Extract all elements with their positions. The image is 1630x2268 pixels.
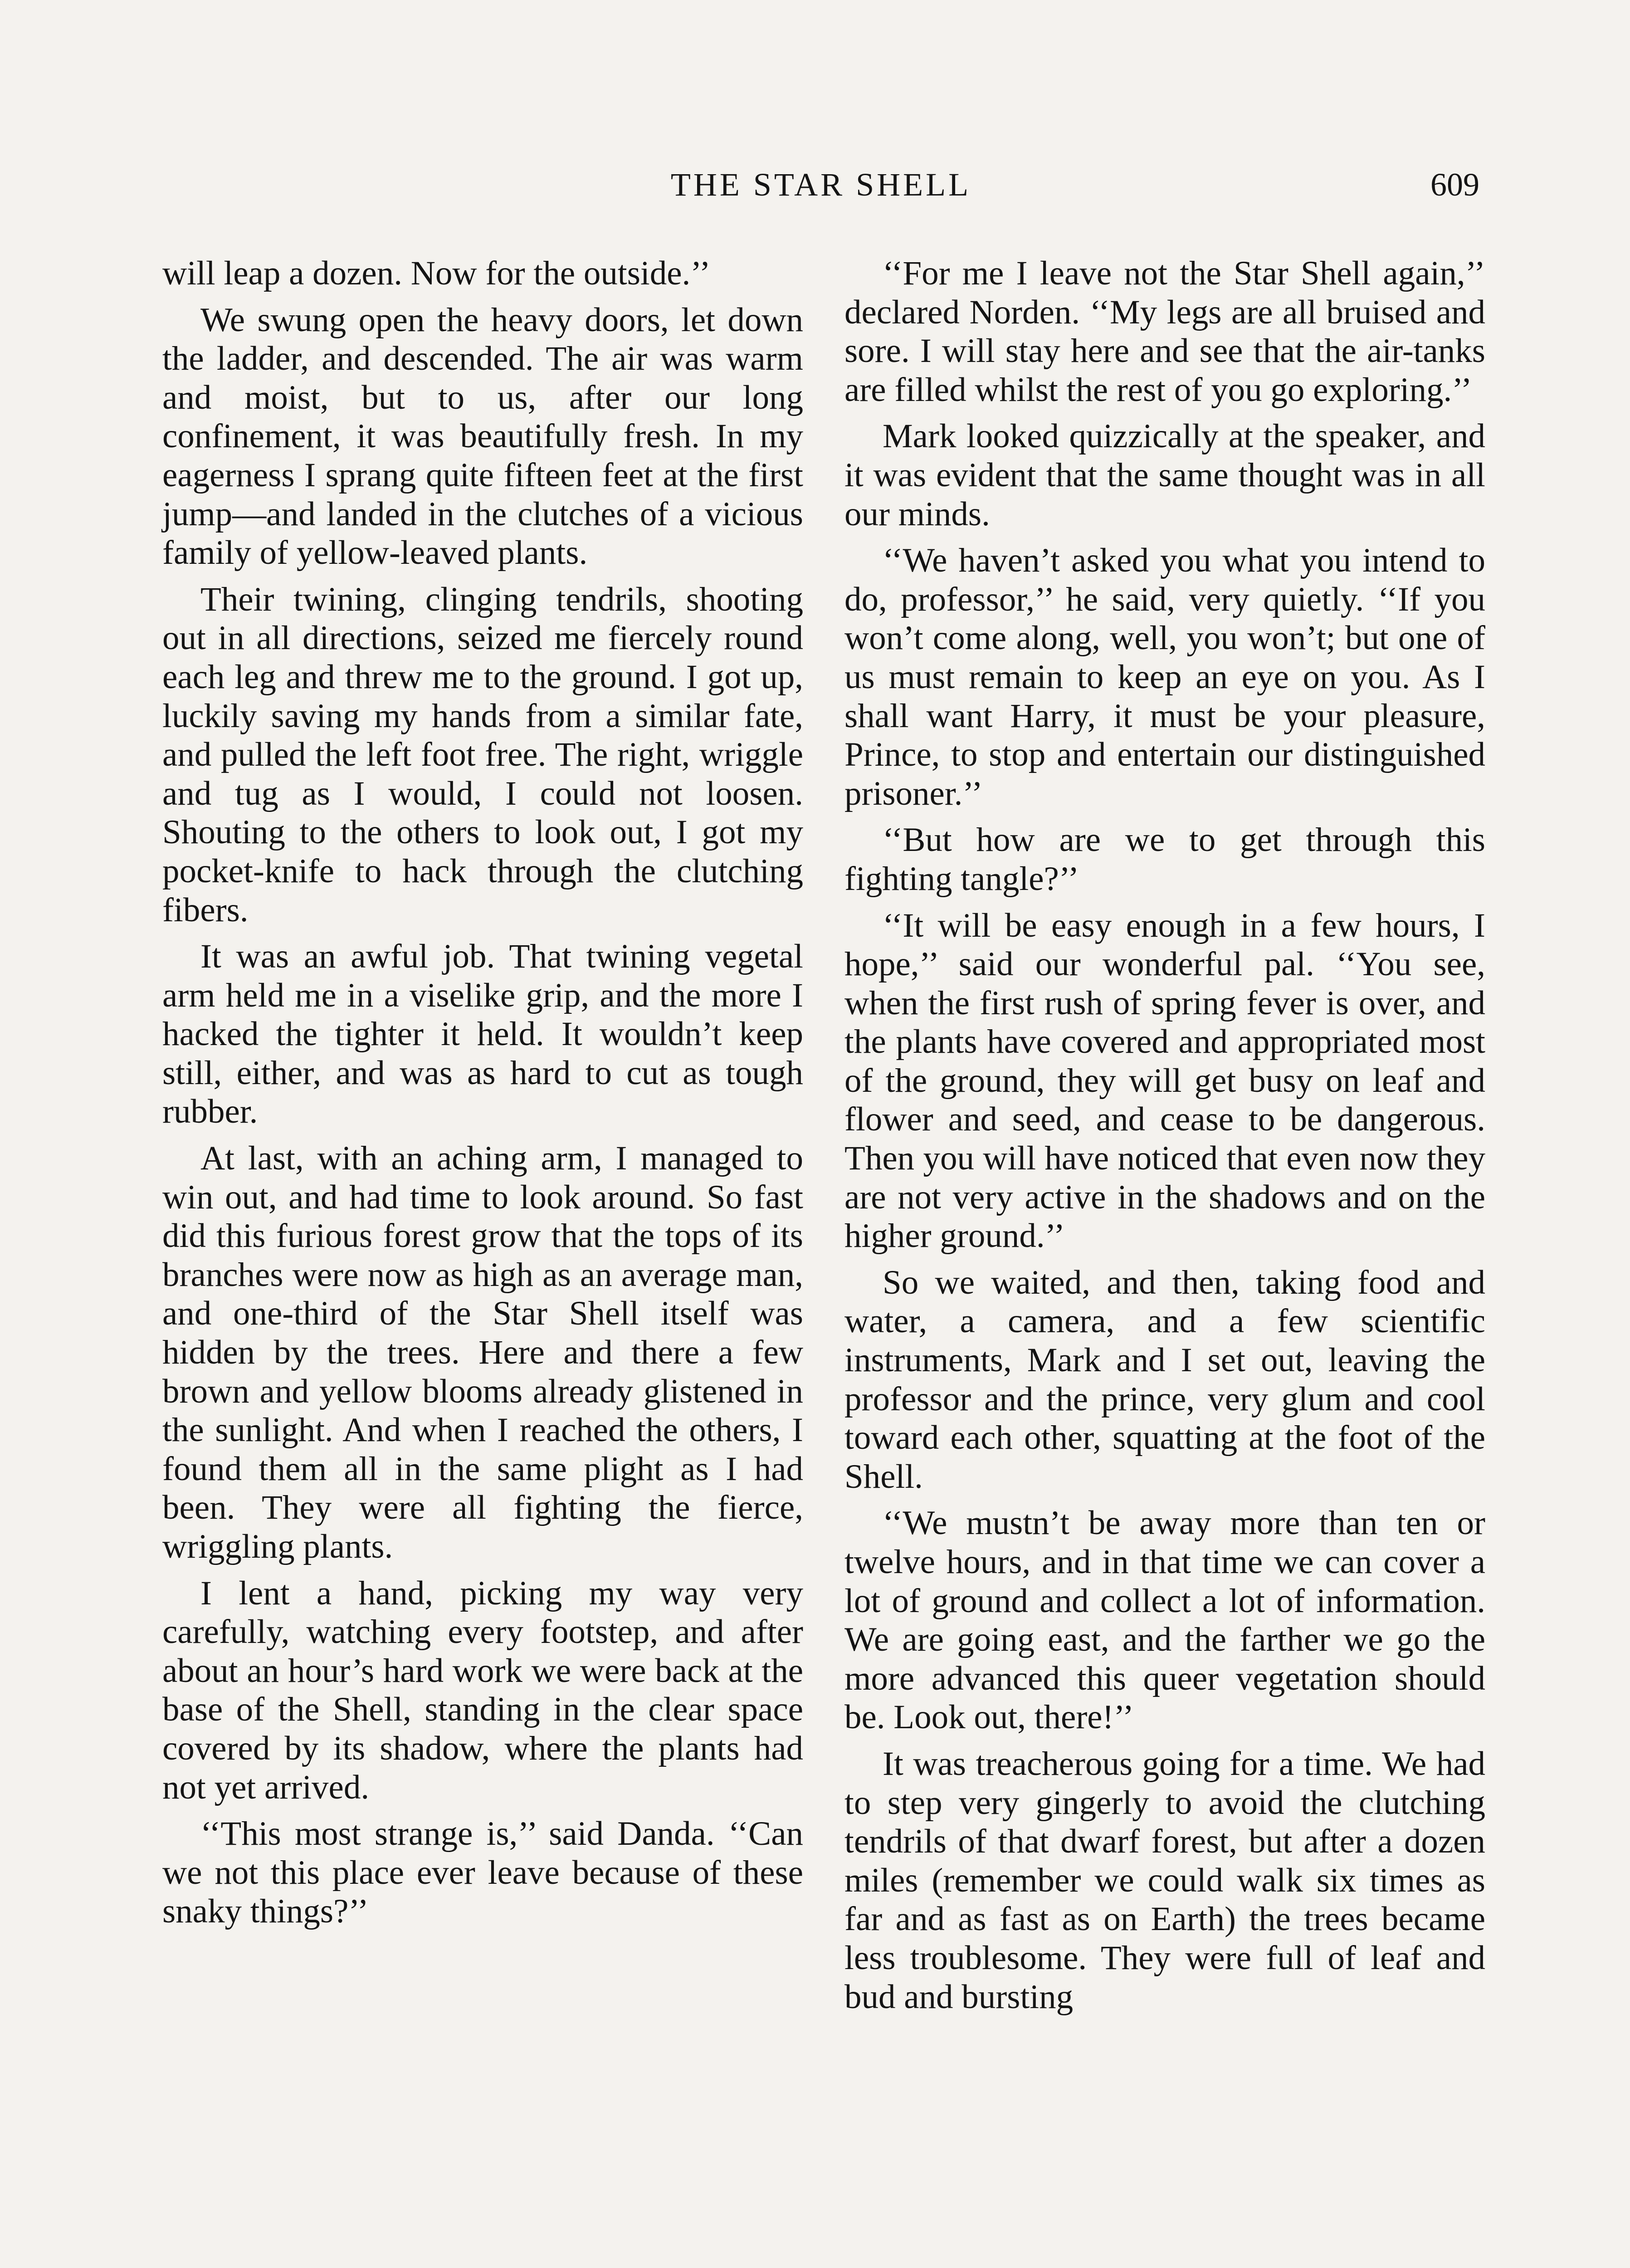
paragraph: Their twining, clinging tendrils, shooting out in all directions, seized me fiercely round each leg and threw me to the ground. I got up, luckily saving my hands from a similar fate, and pulled the left foot free. The right, wriggle and tug as I would, I could not loosen. Shouting to the others to look out, I got my pocket-knife to hack through the clutching fibers. xyxy=(162,580,803,929)
paragraph: It was an awful job. That twining vegetal arm held me in a viselike grip, and the more I hacked the tighter it held. It wouldn’t keep still, either, and was as hard to cut as tough rubber. xyxy=(162,938,803,1131)
running-header xyxy=(162,160,1479,210)
paragraph: ‘‘It will be easy enough in a few hours, I hope,’’ said our wonderful pal. ‘‘You see, when the first rush of spring fever is over, and the plants have covered and appropriated most of the ground, they will get busy on leaf and flower and seed, and cease to be dangerous. Then you will have noticed that even now they are not very active in the shadows and on the higher ground.’’ xyxy=(844,906,1485,1255)
paragraph: At last, with an aching arm, I managed to win out, and had time to look around. So fast did this furious forest grow that the tops of its branches were now as high as an average man, and one-third of the Star Shell itself was hidden by the trees. Here and there a few brown and yellow blooms already glistened in the sunlight. And when I reached the others, I found them all in the same plight as I had been. They were all fighting the fierce, wriggling plants. xyxy=(162,1139,803,1565)
paragraph: ‘‘For me I leave not the Star Shell again,’’ declared Norden. ‘‘My legs are all bruised and sore. I will stay here and see that the air-tanks are filled whilst the rest of you go exploring.’’ xyxy=(844,254,1485,409)
paragraph: ‘‘We mustn’t be away more than ten or twelve hours, and in that time we can cover a lot of ground and collect a lot of information. We are going east, and the farther we go the more advanced this queer vegetation should be. Look out, there!’’ xyxy=(844,1504,1485,1736)
paragraph: I lent a hand, picking my way very carefully, watching every footstep, and after about an hour’s hard work we were back at the base of the Shell, standing in the clear space covered by its shadow, where the plants had not yet arrived. xyxy=(162,1574,803,1806)
paragraph: It was treacherous going for a time. We had to step very gingerly to avoid the clutching tendrils of that dwarf forest, but after a dozen miles (remember we could walk six times as far and as fast as on Earth) the trees became less troublesome. They were full of leaf and bud and bursting xyxy=(844,1745,1485,2016)
page-number: 609 xyxy=(1430,166,1479,203)
paragraph: ‘‘We haven’t asked you what you intend to do, professor,’’ he said, very quietly. ‘‘If you won’t come along, well, you won’t; but one of us must remain to keep an eye on you. As I shall want Harry, it must be your pleasure, Prince, to stop and entertain our distinguished prisoner.’’ xyxy=(844,542,1485,812)
paragraph: Mark looked quizzically at the speaker, and it was evident that the same thought was in all our minds. xyxy=(844,417,1485,533)
left-column xyxy=(162,254,803,1931)
right-column xyxy=(844,254,1485,2016)
running-title: THE STAR SHELL xyxy=(670,166,971,203)
paragraph: So we waited, and then, taking food and water, a camera, and a few scientific instruments, Mark and I set out, leaving the professor and the prince, very glum and cool toward each other, squatting at the foot of the Shell. xyxy=(844,1263,1485,1496)
paragraph: We swung open the heavy doors, let down the ladder, and descended. The air was warm and moist, but to us, after our long confinement, it was beautifully fresh. In my eagerness I sprang quite fifteen feet at the first jump—and landed in the clutches of a vicious family of yellow-leaved plants. xyxy=(162,301,803,572)
paragraph: will leap a dozen. Now for the outside.’’ xyxy=(162,254,711,292)
paragraph: ‘‘But how are we to get through this fighting tangle?’’ xyxy=(844,821,1485,898)
paragraph: ‘‘This most strange is,’’ said Danda. ‘‘Can we not this place ever leave because of these snaky things?’’ xyxy=(162,1815,803,1931)
